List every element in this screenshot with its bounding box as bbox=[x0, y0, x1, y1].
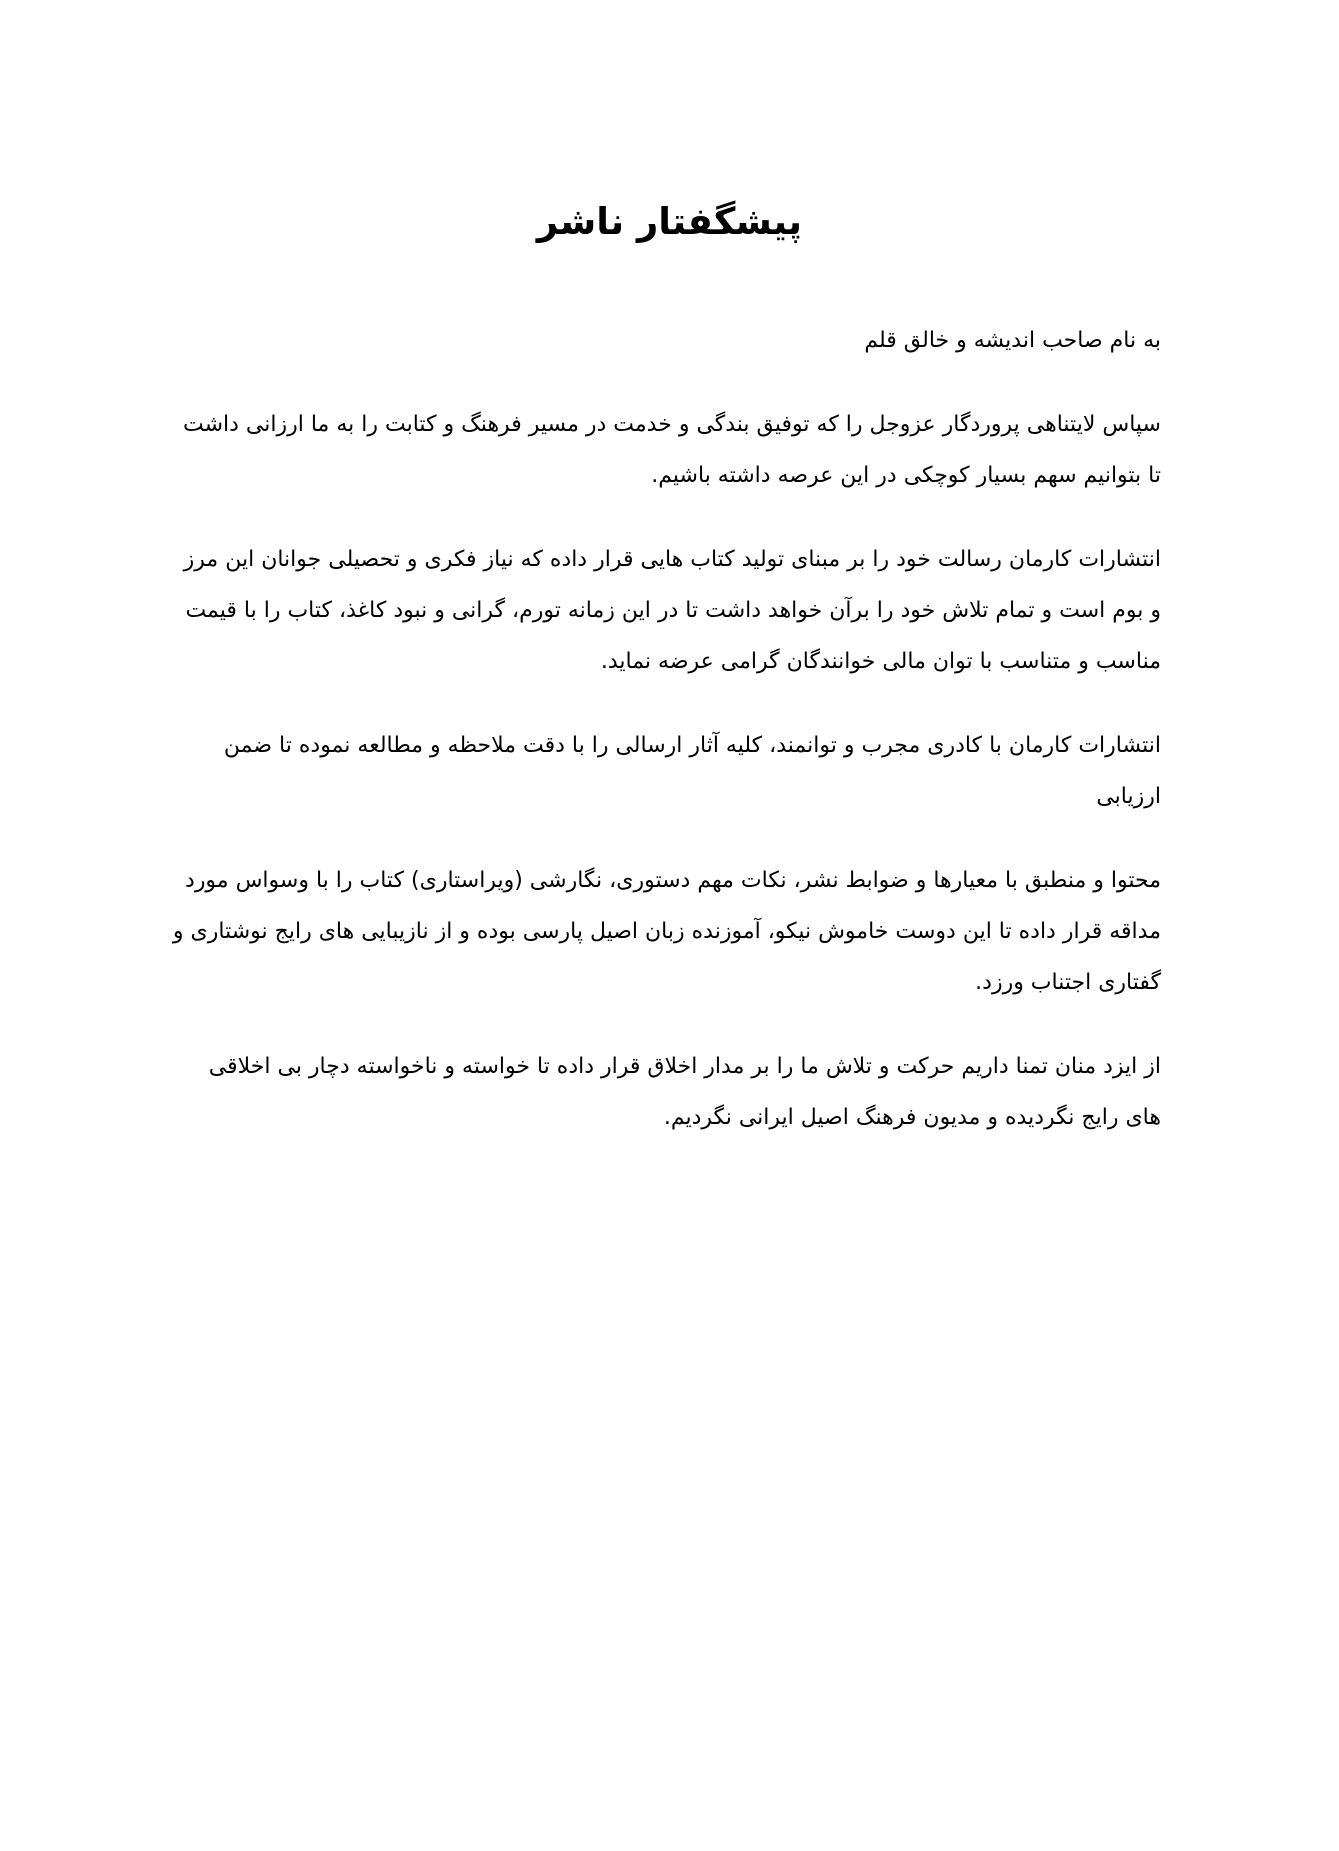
paragraph-review: انتشارات کارمان با کادری مجرب و توانمند، کلیه آثار ارسالی را با دقت ملاحظه و مطالعه نموده تا ضمن ارزیابی bbox=[223, 733, 1161, 809]
paragraph-closing: از ایزد منان تمنا داریم حرکت و تلاش ما را بر مدار اخلاق قرار داده تا خواسته و ناخواسته دچار بی اخلاقی های رایج نگردیده و مدیون فرهنگ اصیل ایرانی نگردیم. bbox=[208, 1054, 1161, 1130]
paragraph-editing: محتوا و منطبق با معیارها و ضوابط نشر، نکات مهم دستوری، نگارشی (ویراستاری) کتاب را با وسواس مورد مداقه قرار داده تا این دوست خاموش نیکو، آموزنده زبان اصیل پارسی بوده و از نازیبایی های رایج نوشتاری و گفتاری اجتناب ورزد. bbox=[172, 868, 1161, 995]
paragraph-gratitude: سپاس لایتناهی پروردگار عزوجل را که توفیق بندگی و خدمت در مسیر فرهنگ و کتابت را به ما ارزانی داشت تا بتوانیم سهم بسیار کوچکی در این عرصه داشته باشیم. bbox=[182, 412, 1161, 488]
page-title: پیشگفتار ناشر bbox=[536, 200, 803, 243]
paragraph-invocation: به نام صاحب اندیشه و خالق قلم bbox=[864, 328, 1161, 353]
paragraph-mission: انتشارات کارمان رسالت خود را بر مبنای تولید کتاب هایی قرار داده که نیاز فکری و تحصیلی جوانان این مرز و بوم است و تمام تلاش خود را برآن خواهد داشت تا در این زمانه تورم، گرانی و نبود کاغذ، کتاب را با قیمت مناسب و متناسب با توان مالی خوانندگان گرامی عرضه نماید. bbox=[183, 547, 1161, 674]
body-text bbox=[171, 315, 1161, 1176]
